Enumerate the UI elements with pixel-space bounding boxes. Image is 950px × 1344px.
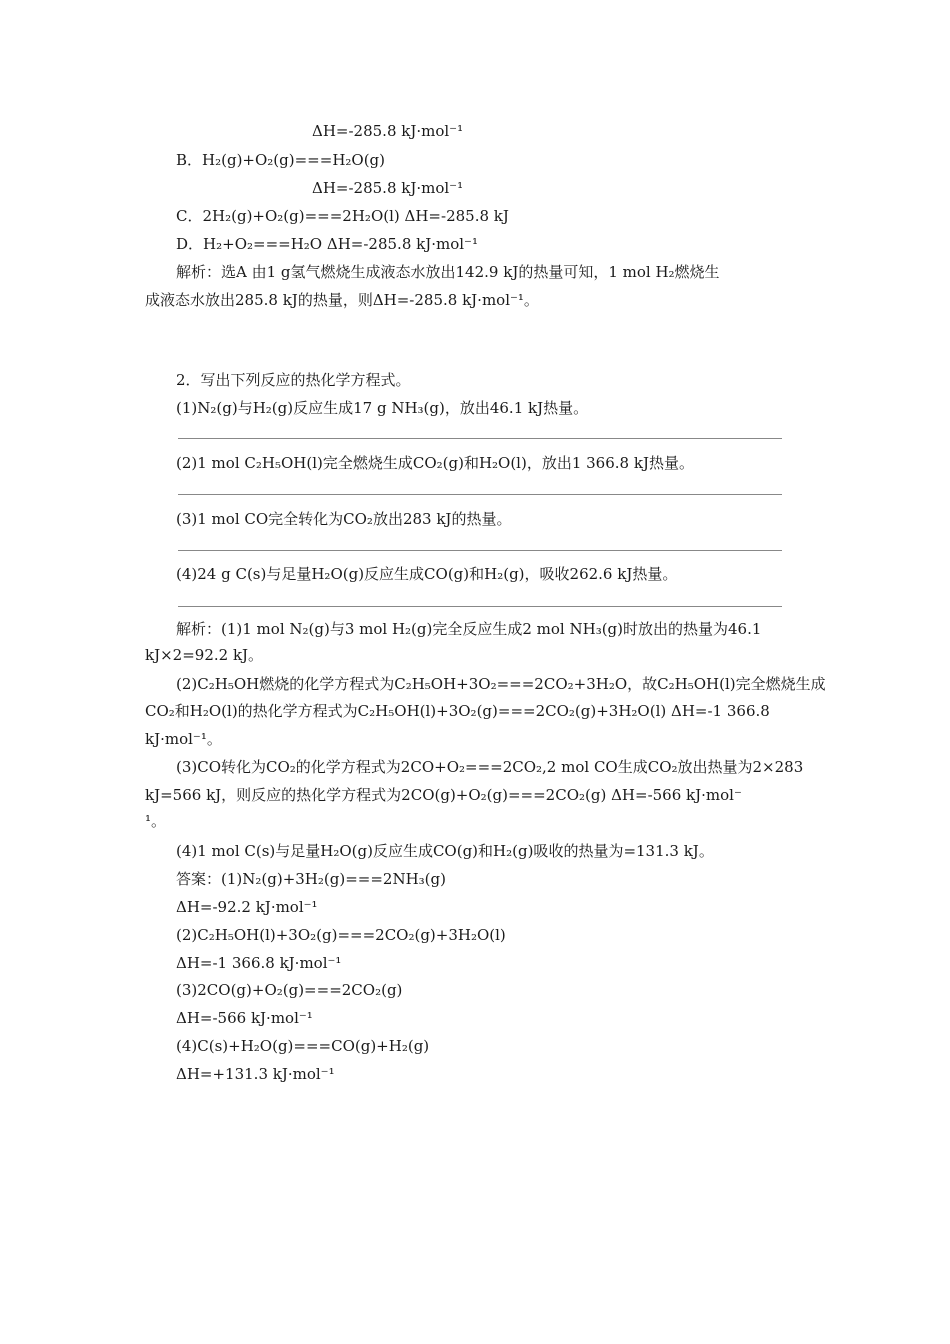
q1-analysis-line-1: 解析：选A 由1 g氢气燃烧生成液态水放出142.9 kJ的热量可知，1 mol H₂燃烧生	[176, 263, 720, 281]
analysis-3-line-3: ¹。	[145, 812, 167, 830]
answer-enthalpy-3: ΔH=-566 kJ·mol⁻¹	[176, 1009, 313, 1027]
answer-equation-4: (4)C(s)+H₂O(g)===CO(g)+H₂(g)	[176, 1037, 430, 1055]
answer-blank-line-3	[178, 550, 782, 551]
q2-part-2: (2)1 mol C₂H₅OH(l)完全燃烧生成CO₂(g)和H₂O(l)，放出1 366.8 kJ热量。	[176, 454, 694, 472]
q2-title: 2．写出下列反应的热化学方程式。	[176, 371, 411, 389]
answer-enthalpy-4: ΔH=+131.3 kJ·mol⁻¹	[176, 1065, 335, 1083]
q1-option-d: D．H₂+O₂===H₂O ΔH=-285.8 kJ·mol⁻¹	[176, 235, 478, 253]
q2-part-1: (1)N₂(g)与H₂(g)反应生成17 g NH₃(g)，放出46.1 kJ热量。	[176, 399, 589, 417]
analysis-3-line-2: kJ=566 kJ，则反应的热化学方程式为2CO(g)+O₂(g)===2CO₂(g) ΔH=-566 kJ·mol⁻	[145, 786, 742, 804]
q1-analysis-line-2: 成液态水放出285.8 kJ的热量，则ΔH=-285.8 kJ·mol⁻¹。	[145, 291, 539, 309]
answer-blank-line-1	[178, 438, 782, 439]
q1-option-c: C．2H₂(g)+O₂(g)===2H₂O(l) ΔH=-285.8 kJ	[176, 207, 509, 225]
analysis-1-line-2: kJ×2=92.2 kJ。	[145, 646, 264, 664]
q1-option-b: B．H₂(g)+O₂(g)===H₂O(g)	[176, 151, 386, 169]
analysis-2-line-2: CO₂和H₂O(l)的热化学方程式为C₂H₅OH(l)+3O₂(g)===2CO₂(g)+3H₂O(l) ΔH=-1 366.8	[145, 702, 770, 720]
q1-option-a-enthalpy: ΔH=-285.8 kJ·mol⁻¹	[312, 122, 464, 140]
answer-blank-line-4	[178, 606, 782, 607]
answer-equation-2: (2)C₂H₅OH(l)+3O₂(g)===2CO₂(g)+3H₂O(l)	[176, 926, 506, 944]
answer-enthalpy-1: ΔH=-92.2 kJ·mol⁻¹	[176, 898, 318, 916]
q2-part-3: (3)1 mol CO完全转化为CO₂放出283 kJ的热量。	[176, 510, 512, 528]
analysis-4-line-1: (4)1 mol C(s)与足量H₂O(g)反应生成CO(g)和H₂(g)吸收的热量为=131.3 kJ。	[176, 842, 714, 860]
analysis-2-line-3: kJ·mol⁻¹。	[145, 730, 222, 748]
answer-equation-1: 答案：(1)N₂(g)+3H₂(g)===2NH₃(g)	[176, 870, 446, 888]
answer-equation-3: (3)2CO(g)+O₂(g)===2CO₂(g)	[176, 981, 403, 999]
analysis-1-line-1: 解析：(1)1 mol N₂(g)与3 mol H₂(g)完全反应生成2 mol NH₃(g)时放出的热量为46.1	[176, 620, 762, 638]
answer-enthalpy-2: ΔH=-1 366.8 kJ·mol⁻¹	[176, 954, 342, 972]
q1-option-b-enthalpy: ΔH=-285.8 kJ·mol⁻¹	[312, 179, 464, 197]
analysis-2-line-1: (2)C₂H₅OH燃烧的化学方程式为C₂H₅OH+3O₂===2CO₂+3H₂O，故C₂H₅OH(l)完全燃烧生成	[176, 675, 826, 693]
analysis-3-line-1: (3)CO转化为CO₂的化学方程式为2CO+O₂===2CO₂,2 mol CO生成CO₂放出热量为2×283	[176, 758, 804, 776]
q2-part-4: (4)24 g C(s)与足量H₂O(g)反应生成CO(g)和H₂(g)，吸收262.6 kJ热量。	[176, 565, 678, 583]
answer-blank-line-2	[178, 494, 782, 495]
